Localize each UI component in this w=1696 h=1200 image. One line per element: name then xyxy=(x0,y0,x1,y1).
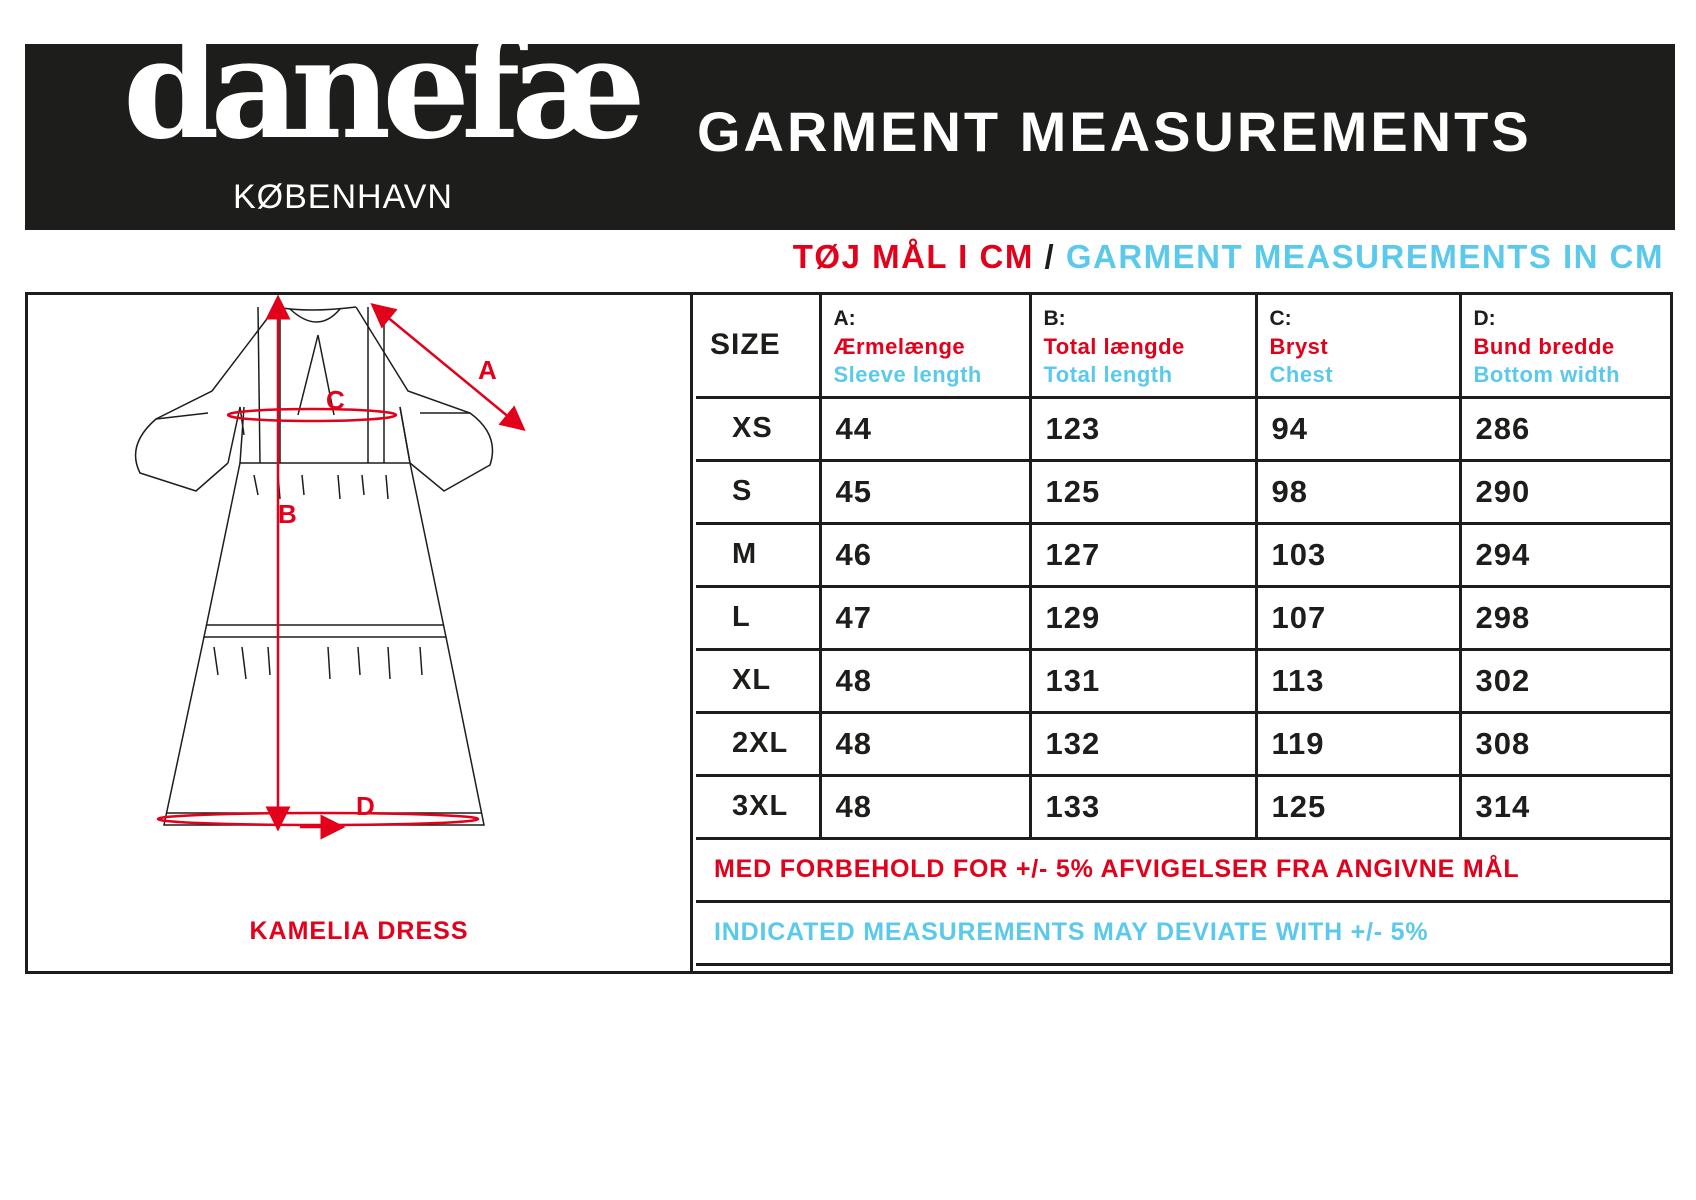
column-letter: B: xyxy=(1043,307,1066,330)
bottom-value: 308 xyxy=(1460,712,1670,775)
bottom-value: 314 xyxy=(1460,775,1670,838)
table-row xyxy=(696,397,1670,460)
column-header-bottom xyxy=(1460,295,1670,397)
column-label-danish: Total længde xyxy=(1043,334,1185,359)
sleeve-value: 48 xyxy=(820,775,1030,838)
subtitle-separator: / xyxy=(1044,238,1056,275)
column-label-english: Bottom width xyxy=(1473,362,1621,387)
table-row xyxy=(696,523,1670,586)
size-column-header: SIZE xyxy=(696,295,820,397)
sleeve-value: 44 xyxy=(820,397,1030,460)
size-cell: L xyxy=(696,586,820,649)
column-label-english: Chest xyxy=(1269,362,1334,387)
brand-wordmark: danefæ xyxy=(123,7,637,170)
column-label-danish: Bund bredde xyxy=(1473,334,1615,359)
column-label-english: Total length xyxy=(1043,362,1173,387)
length-value: 127 xyxy=(1030,523,1256,586)
chest-value: 98 xyxy=(1256,460,1460,523)
sleeve-value: 48 xyxy=(820,649,1030,712)
note-row-danish xyxy=(696,838,1670,901)
guide-line-c xyxy=(228,409,396,421)
column-letter: D: xyxy=(1473,307,1496,330)
guide-labels xyxy=(278,355,497,821)
column-label-danish: Ærmelænge xyxy=(833,334,966,359)
measurements-subtitle xyxy=(793,240,1664,273)
subtitle-english: GARMENT MEASUREMENTS IN CM xyxy=(1065,238,1664,275)
sleeve-value: 46 xyxy=(820,523,1030,586)
chest-value: 119 xyxy=(1256,712,1460,775)
length-value: 125 xyxy=(1030,460,1256,523)
sleeve-value: 47 xyxy=(820,586,1030,649)
table-row xyxy=(696,460,1670,523)
chest-value: 103 xyxy=(1256,523,1460,586)
size-cell: 2XL xyxy=(696,712,820,775)
length-value: 129 xyxy=(1030,586,1256,649)
size-cell: S xyxy=(696,460,820,523)
label-c: C xyxy=(326,385,345,415)
subtitle-danish: TØJ MÅL I CM xyxy=(792,238,1034,275)
tolerance-note-english: INDICATED MEASUREMENTS MAY DEVIATE WITH +/- 5% xyxy=(696,901,1670,964)
size-cell: XL xyxy=(696,649,820,712)
length-value: 132 xyxy=(1030,712,1256,775)
chest-value: 94 xyxy=(1256,397,1460,460)
length-value: 123 xyxy=(1030,397,1256,460)
sleeve-value: 45 xyxy=(820,460,1030,523)
size-chart xyxy=(696,295,1670,971)
bottom-value: 294 xyxy=(1460,523,1670,586)
size-cell: XS xyxy=(696,397,820,460)
dress-sketch xyxy=(28,295,690,925)
sleeve-value: 48 xyxy=(820,712,1030,775)
length-value: 131 xyxy=(1030,649,1256,712)
header-banner xyxy=(25,7,1675,230)
size-cell: 3XL xyxy=(696,775,820,838)
chest-value: 125 xyxy=(1256,775,1460,838)
product-name: KAMELIA DRESS xyxy=(249,917,469,945)
guide-line-d xyxy=(158,813,478,825)
tolerance-note-danish: MED FORBEHOLD FOR +/- 5% AFVIGELSER FRA ANGIVNE MÅL xyxy=(696,838,1670,901)
note-row-english xyxy=(696,901,1670,964)
column-letter: C: xyxy=(1269,307,1292,330)
table-row xyxy=(696,712,1670,775)
column-header-length xyxy=(1030,295,1256,397)
bottom-value: 286 xyxy=(1460,397,1670,460)
column-header-chest xyxy=(1256,295,1460,397)
label-a: A xyxy=(478,355,497,385)
size-cell: M xyxy=(696,523,820,586)
length-value: 133 xyxy=(1030,775,1256,838)
bottom-value: 302 xyxy=(1460,649,1670,712)
chest-value: 113 xyxy=(1256,649,1460,712)
label-b: B xyxy=(278,499,297,529)
column-letter: A: xyxy=(833,307,856,330)
measurement-frame xyxy=(25,292,1673,974)
brand-subtitle: KØBENHAVN xyxy=(233,178,453,216)
column-label-english: Sleeve length xyxy=(833,362,982,387)
table-header-row xyxy=(696,295,1670,397)
table-row xyxy=(696,649,1670,712)
sketch-panel xyxy=(28,295,693,971)
bottom-value: 290 xyxy=(1460,460,1670,523)
label-d: D xyxy=(356,791,375,821)
brand-logo xyxy=(123,7,637,218)
chest-value: 107 xyxy=(1256,586,1460,649)
column-label-danish: Bryst xyxy=(1269,334,1329,359)
table-row xyxy=(696,586,1670,649)
dress-outline xyxy=(136,307,493,825)
table-row xyxy=(696,775,1670,838)
column-header-sleeve xyxy=(820,295,1030,397)
bottom-value: 298 xyxy=(1460,586,1670,649)
size-table xyxy=(696,295,1670,966)
page-title: GARMENT MEASUREMENTS xyxy=(697,100,1532,163)
